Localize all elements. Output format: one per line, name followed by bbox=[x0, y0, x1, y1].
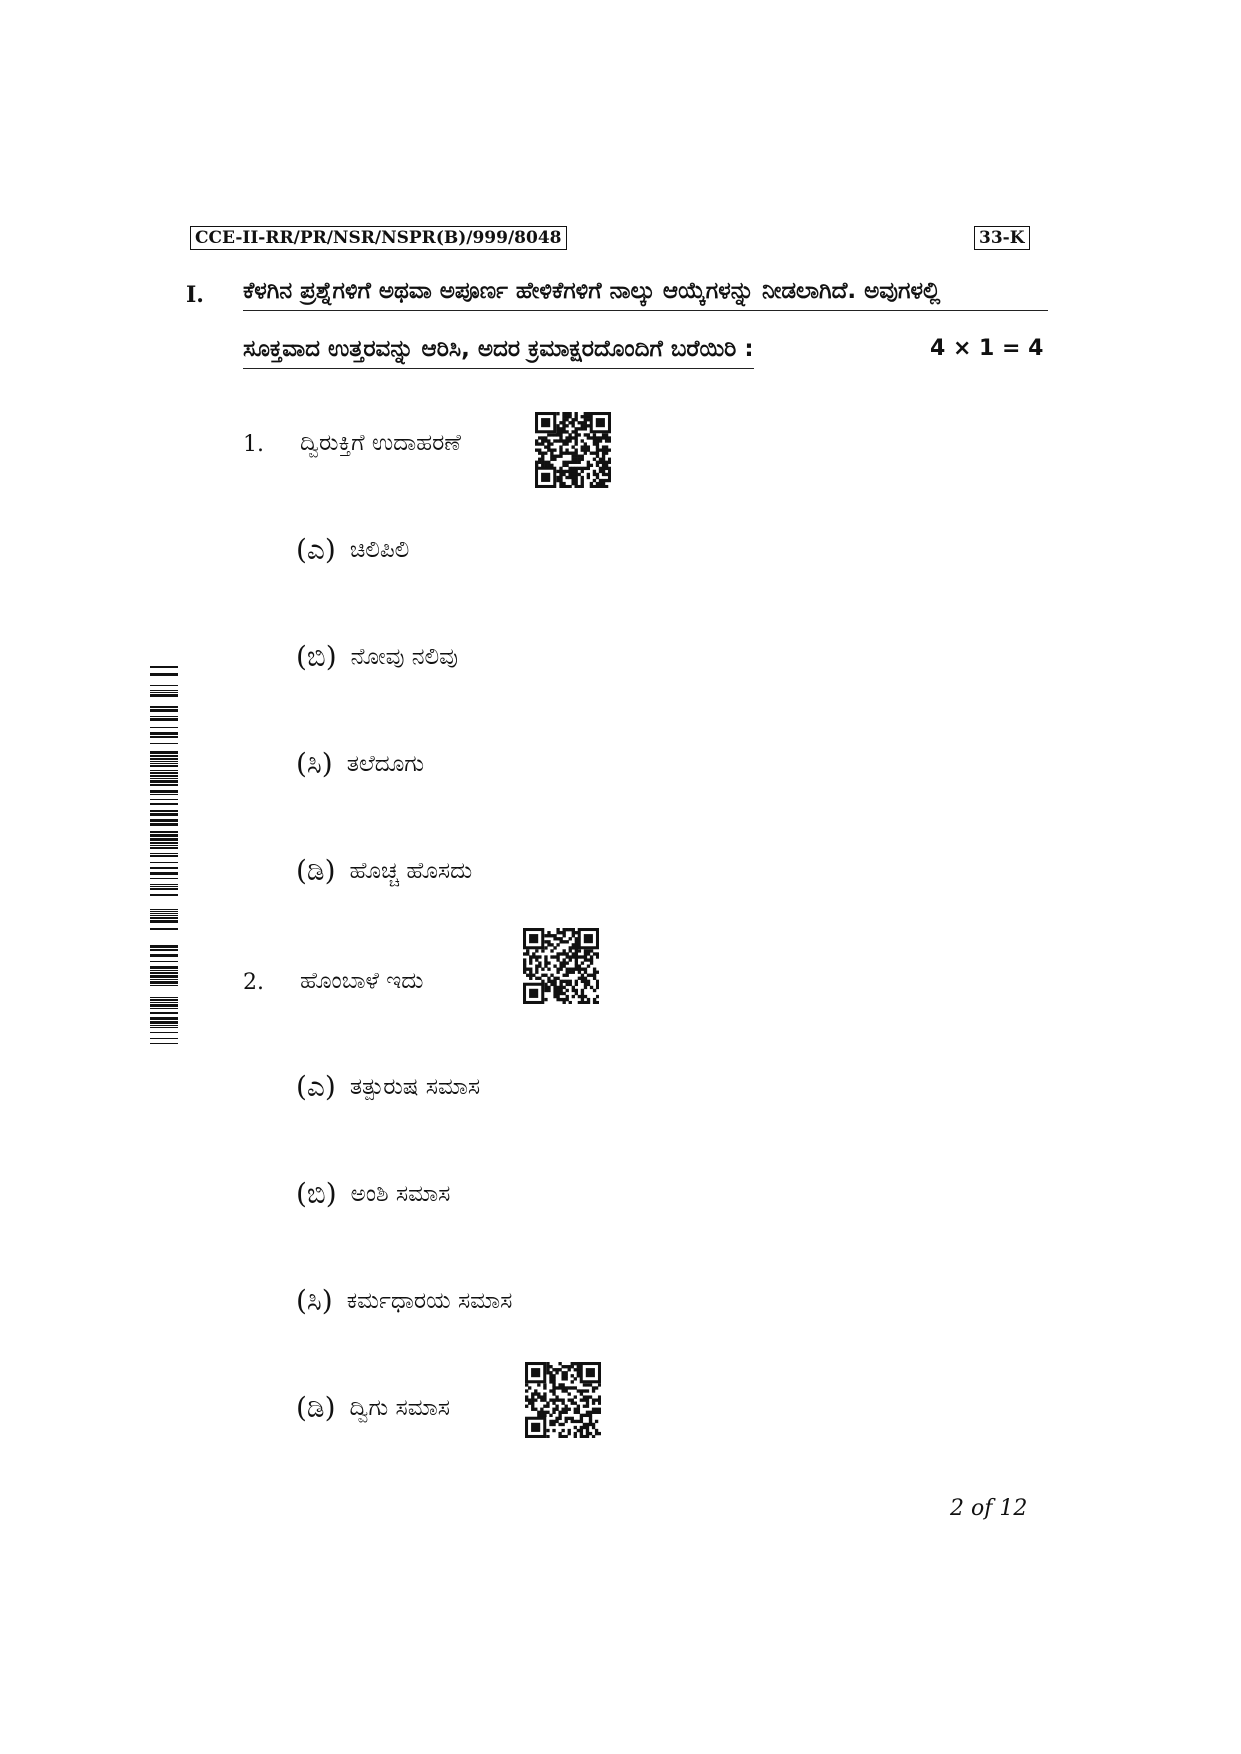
document-code: CCE-II-RR/PR/NSR/NSPR(B)/999/8048 bbox=[190, 226, 567, 250]
option bbox=[296, 1177, 450, 1211]
instruction-line-2: ಸೂಕ್ತವಾದ ಉತ್ತರವನ್ನು ಆರಿಸಿ, ಅದರ ಕ್ರಮಾಕ್ಷರದೊಂದಿಗೆ ಬರೆಯಿರಿ : bbox=[243, 336, 754, 369]
instruction-line-1: ಕೆಳಗಿನ ಪ್ರಶ್ನೆಗಳಿಗೆ ಅಥವಾ ಅಪೂರ್ಣ ಹೇಳಿಕೆಗಳಿಗೆ ನಾಲ್ಕು ಆಯ್ಕೆಗಳನ್ನು ನೀಡಲಾಗಿದೆ. ಅವುಗಳಲ್ಲಿ bbox=[243, 278, 1048, 311]
option-text: ನೋವು ನಲಿವು bbox=[350, 644, 458, 670]
option bbox=[296, 747, 424, 781]
option-text: ಹೊಚ್ಚ ಹೊಸದು bbox=[349, 858, 473, 884]
option bbox=[296, 533, 409, 567]
option-label: (ಎ) bbox=[296, 533, 336, 566]
option bbox=[296, 1284, 512, 1318]
question-number: 1. bbox=[243, 432, 264, 457]
option-text: ಚಿಲಿಪಿಲಿ bbox=[349, 537, 410, 563]
qr-code-icon bbox=[525, 1362, 601, 1438]
page-number: 2 of 12 bbox=[950, 1496, 1028, 1521]
option bbox=[296, 640, 458, 674]
option-label: (ಡಿ) bbox=[296, 854, 336, 887]
option-text: ದ್ವಿಗು ಸಮಾಸ bbox=[349, 1395, 450, 1421]
option-label: (ಎ) bbox=[296, 1070, 336, 1103]
option bbox=[296, 854, 472, 888]
option-label: (ಬಿ) bbox=[296, 1177, 337, 1210]
option-text: ತಲೆದೂಗು bbox=[346, 751, 425, 777]
question-text: ದ್ವಿರುಕ್ತಿಗೆ ಉದಾಹರಣೆ bbox=[300, 430, 461, 456]
option-text: ಕರ್ಮಧಾರಯ ಸಮಾಸ bbox=[346, 1288, 513, 1314]
option-label: (ಸಿ) bbox=[296, 1284, 333, 1317]
question-number: 2. bbox=[243, 970, 264, 995]
option bbox=[296, 1391, 450, 1425]
option-text: ತತ್ಪುರುಷ ಸಮಾಸ bbox=[349, 1074, 481, 1100]
marks: 4 × 1 = 4 bbox=[930, 336, 1044, 361]
option-label: (ಡಿ) bbox=[296, 1391, 336, 1424]
qr-code-icon bbox=[523, 928, 599, 1004]
barcode-icon bbox=[150, 655, 178, 1045]
paper-code: 33-K bbox=[974, 226, 1030, 250]
option-label: (ಬಿ) bbox=[296, 640, 337, 673]
section-number: I. bbox=[186, 282, 204, 308]
question-text: ಹೊಂಬಾಳೆ ಇದು bbox=[300, 968, 424, 994]
qr-code-icon bbox=[535, 412, 611, 488]
option-text: ಅಂಶಿ ಸಮಾಸ bbox=[350, 1181, 451, 1207]
option-label: (ಸಿ) bbox=[296, 747, 333, 780]
option bbox=[296, 1070, 480, 1104]
